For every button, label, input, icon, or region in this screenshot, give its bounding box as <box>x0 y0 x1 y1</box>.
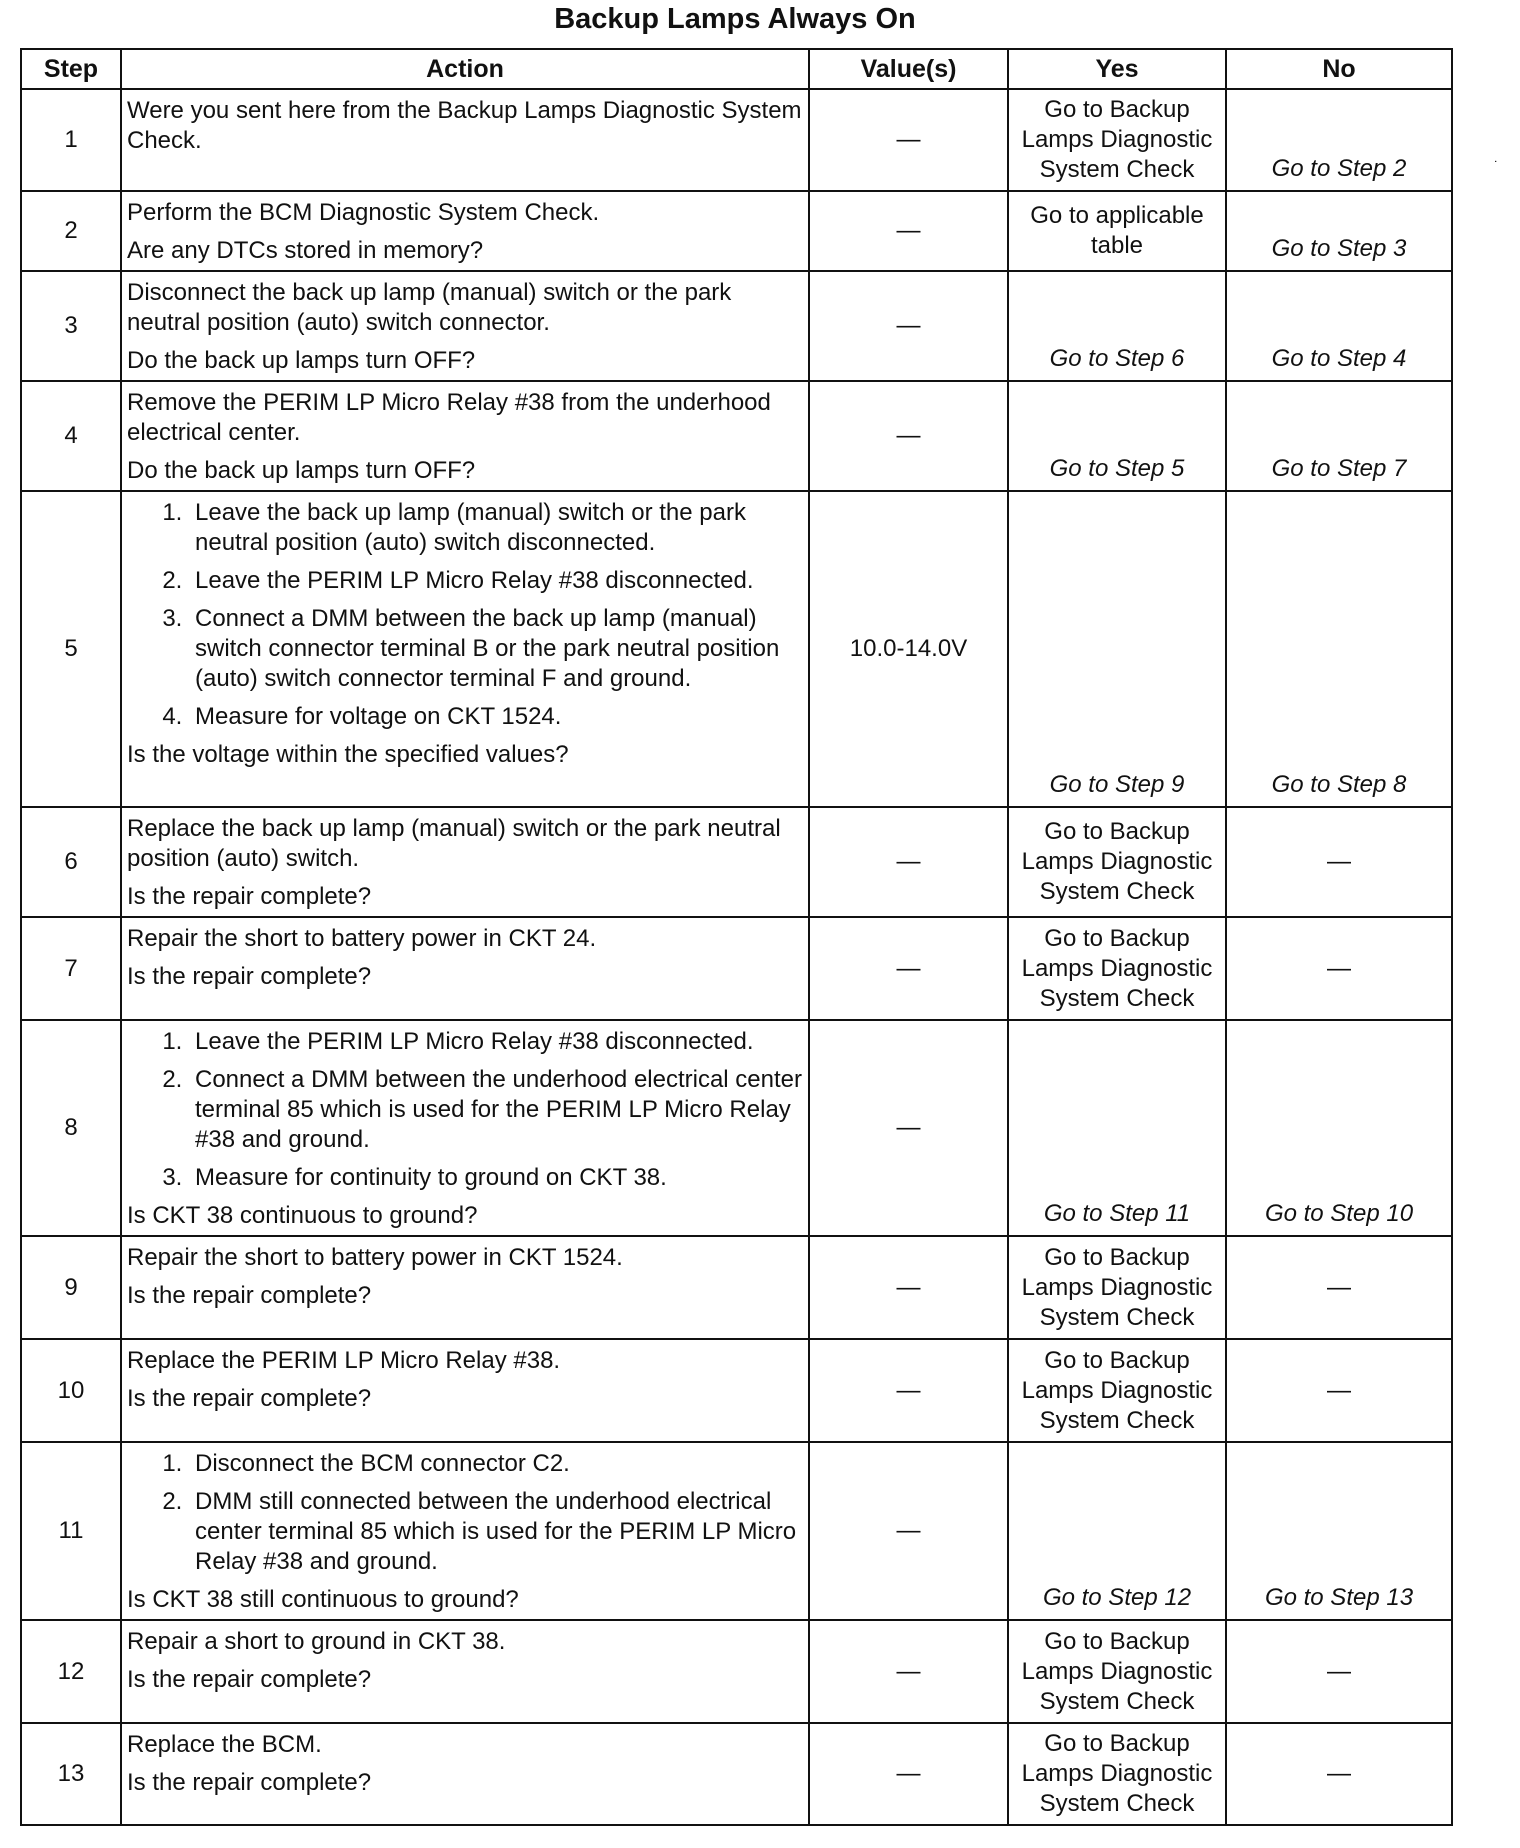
value-cell: — <box>809 89 1008 191</box>
substep-item: 1. Leave the PERIM LP Micro Relay #38 disconnected. <box>189 1027 804 1057</box>
action-text: Were you sent here from the Backup Lamps Diagnostic System Check. <box>127 97 802 154</box>
yes-text: Go to applicable table <box>1030 202 1204 259</box>
header-step: Step <box>21 49 121 89</box>
yes-text: Go to Step 12 <box>1042 1584 1192 1611</box>
yes-text: Go to Backup Lamps Diagnostic System Check <box>1021 1346 1213 1434</box>
page-title: Backup Lamps Always On <box>554 3 916 35</box>
action-text: Is the repair complete? <box>127 963 372 990</box>
substep-item: 2. Connect a DMM between the underhood electrical center terminal 85 which is used for the PERIM LP Micro Relay #38 and ground. <box>189 1065 804 1155</box>
step-cell: 3 <box>21 271 121 381</box>
action-text: Is CKT 38 still continuous to ground? <box>127 1586 519 1613</box>
yes-text: Go to Step 5 <box>1049 455 1185 482</box>
no-cell <box>1226 807 1452 917</box>
substep-item: 2. Leave the PERIM LP Micro Relay #38 disconnected. <box>189 566 804 596</box>
no-cell <box>1226 89 1452 191</box>
substep-item: 4. Measure for voltage on CKT 1524. <box>189 702 804 732</box>
yes-text: Go to Backup Lamps Diagnostic System Check <box>1021 1627 1213 1715</box>
action-text: Remove the PERIM LP Micro Relay #38 from the underhood electrical center. <box>127 389 771 446</box>
substep-item: 2. DMM still connected between the underhood electrical center terminal 85 which is used for the PERIM LP Micro Relay #38 and ground. <box>189 1487 804 1577</box>
action-text: Is the repair complete? <box>127 883 372 910</box>
step-cell: 8 <box>21 1020 121 1236</box>
header-yes: Yes <box>1008 49 1226 89</box>
substep-item: 1. Leave the back up lamp (manual) switch or the park neutral position (auto) switch disconnected. <box>189 498 804 558</box>
no-cell <box>1226 1339 1452 1442</box>
no-text: — <box>1327 1376 1351 1404</box>
value-cell: — <box>809 1723 1008 1825</box>
no-cell <box>1226 1620 1452 1723</box>
table-row <box>21 381 1452 491</box>
action-cell <box>121 1339 809 1442</box>
no-cell <box>1226 271 1452 381</box>
action-cell <box>121 807 809 917</box>
no-text: — <box>1327 954 1351 982</box>
value-cell: — <box>809 807 1008 917</box>
diagnostic-table <box>20 48 1453 1826</box>
table-row <box>21 1620 1452 1723</box>
action-text: Replace the PERIM LP Micro Relay #38. <box>127 1347 561 1374</box>
no-cell <box>1226 381 1452 491</box>
yes-cell <box>1008 381 1226 491</box>
value-cell: 10.0-14.0V <box>809 491 1008 807</box>
no-cell <box>1226 1236 1452 1339</box>
action-text: Do the back up lamps turn OFF? <box>127 457 476 484</box>
yes-cell <box>1008 1339 1226 1442</box>
yes-text: Go to Backup Lamps Diagnostic System Check <box>1021 1730 1213 1817</box>
step-cell: 6 <box>21 807 121 917</box>
value-cell: — <box>809 917 1008 1020</box>
header-action: Action <box>121 49 809 89</box>
yes-cell <box>1008 1620 1226 1723</box>
yes-text: Go to Backup Lamps Diagnostic System Check <box>1021 1243 1213 1331</box>
action-cell <box>121 1020 809 1236</box>
value-cell: — <box>809 381 1008 491</box>
no-text: — <box>1327 1657 1351 1685</box>
step-cell: 9 <box>21 1236 121 1339</box>
action-text: Repair the short to battery power in CKT 24. <box>127 925 597 952</box>
action-text: Is the repair complete? <box>127 1282 372 1309</box>
no-text: Go to Step 2 <box>1271 155 1407 182</box>
action-text: Perform the BCM Diagnostic System Check. <box>127 199 600 226</box>
yes-cell <box>1008 1020 1226 1236</box>
table-row <box>21 1236 1452 1339</box>
yes-text: Go to Step 11 <box>1043 1200 1191 1227</box>
step-cell: 7 <box>21 917 121 1020</box>
action-cell <box>121 1236 809 1339</box>
no-cell <box>1226 1020 1452 1236</box>
action-text: Is the repair complete? <box>127 1666 372 1693</box>
no-cell <box>1226 1723 1452 1825</box>
no-text: Go to Step 4 <box>1271 345 1407 372</box>
action-text: Disconnect the back up lamp (manual) switch or the park neutral position (auto) switch connector. <box>127 279 732 336</box>
action-text: Do the back up lamps turn OFF? <box>127 347 476 374</box>
no-text: — <box>1327 1760 1351 1787</box>
no-text: Go to Step 8 <box>1271 771 1407 798</box>
action-cell <box>121 89 809 191</box>
yes-cell <box>1008 1236 1226 1339</box>
no-text: Go to Step 13 <box>1264 1584 1414 1611</box>
no-text: — <box>1327 1273 1351 1301</box>
no-text: Go to Step 7 <box>1271 455 1407 482</box>
substep-list <box>127 498 804 732</box>
no-cell <box>1226 917 1452 1020</box>
action-text: Repair a short to ground in CKT 38. <box>127 1628 506 1655</box>
yes-text: Go to Step 6 <box>1049 345 1185 372</box>
yes-cell <box>1008 1723 1226 1825</box>
action-cell <box>121 191 809 271</box>
table-row <box>21 1020 1452 1236</box>
no-text: — <box>1327 848 1351 875</box>
substep-item: 3. Connect a DMM between the back up lamp (manual) switch connector terminal B or the park neutral position (auto) switch connector terminal F and ground. <box>189 604 804 694</box>
value-cell: — <box>809 1020 1008 1236</box>
value-cell: — <box>809 271 1008 381</box>
yes-text: Go to Step 9 <box>1049 771 1185 798</box>
header-no: No <box>1226 49 1452 89</box>
step-cell: 10 <box>21 1339 121 1442</box>
table-row <box>21 807 1452 917</box>
value-cell: — <box>809 191 1008 271</box>
value-cell: — <box>809 1339 1008 1442</box>
table-row <box>21 271 1452 381</box>
yes-cell <box>1008 917 1226 1020</box>
step-cell: 1 <box>21 89 121 191</box>
table-row <box>21 1442 1452 1620</box>
action-cell <box>121 1442 809 1620</box>
substep-list <box>127 1027 804 1193</box>
action-cell <box>121 1620 809 1723</box>
step-cell: 11 <box>21 1442 121 1620</box>
action-text: Are any DTCs stored in memory? <box>127 237 484 264</box>
step-cell: 2 <box>21 191 121 271</box>
yes-text: Go to Backup Lamps Diagnostic System Check <box>1021 924 1213 1012</box>
no-cell <box>1226 1442 1452 1620</box>
action-text: Replace the back up lamp (manual) switch or the park neutral position (auto) switch. <box>127 815 781 872</box>
action-cell <box>121 917 809 1020</box>
step-cell: 13 <box>21 1723 121 1825</box>
value-cell: — <box>809 1442 1008 1620</box>
step-cell: 4 <box>21 381 121 491</box>
table-row <box>21 191 1452 271</box>
value-cell: — <box>809 1236 1008 1339</box>
no-cell <box>1226 191 1452 271</box>
header-row <box>21 49 1452 89</box>
step-cell: 12 <box>21 1620 121 1723</box>
substep-list <box>127 1449 804 1577</box>
table-row <box>21 1339 1452 1442</box>
action-text: Is the repair complete? <box>127 1769 372 1796</box>
table-row <box>21 89 1452 191</box>
yes-cell <box>1008 89 1226 191</box>
action-cell <box>121 1723 809 1825</box>
table-row <box>21 917 1452 1020</box>
yes-cell <box>1008 1442 1226 1620</box>
no-cell <box>1226 491 1452 807</box>
action-cell <box>121 271 809 381</box>
no-text: Go to Step 10 <box>1264 1200 1414 1227</box>
header-values: Value(s) <box>809 49 1008 89</box>
action-text: Is CKT 38 continuous to ground? <box>127 1202 478 1229</box>
yes-text: Go to Backup Lamps Diagnostic System Check <box>1021 96 1213 183</box>
action-text: Repair the short to battery power in CKT 1524. <box>127 1244 623 1271</box>
action-cell <box>121 381 809 491</box>
value-cell: — <box>809 1620 1008 1723</box>
step-cell: 5 <box>21 491 121 807</box>
action-cell <box>121 491 809 807</box>
table-row <box>21 1723 1452 1825</box>
substep-item: 1. Disconnect the BCM connector C2. <box>189 1449 804 1479</box>
action-text: Replace the BCM. <box>127 1731 322 1758</box>
yes-cell <box>1008 807 1226 917</box>
action-text: Is the voltage within the specified values? <box>127 741 569 768</box>
action-text: Is the repair complete? <box>127 1385 372 1412</box>
yes-cell <box>1008 191 1226 271</box>
substep-item: 3. Measure for continuity to ground on CKT 38. <box>189 1163 804 1193</box>
scan-speck: ˙ <box>1494 158 1499 174</box>
yes-text: Go to Backup Lamps Diagnostic System Check <box>1021 818 1213 905</box>
yes-cell <box>1008 271 1226 381</box>
yes-cell <box>1008 491 1226 807</box>
table-row <box>21 491 1452 807</box>
no-text: Go to Step 3 <box>1271 235 1407 262</box>
